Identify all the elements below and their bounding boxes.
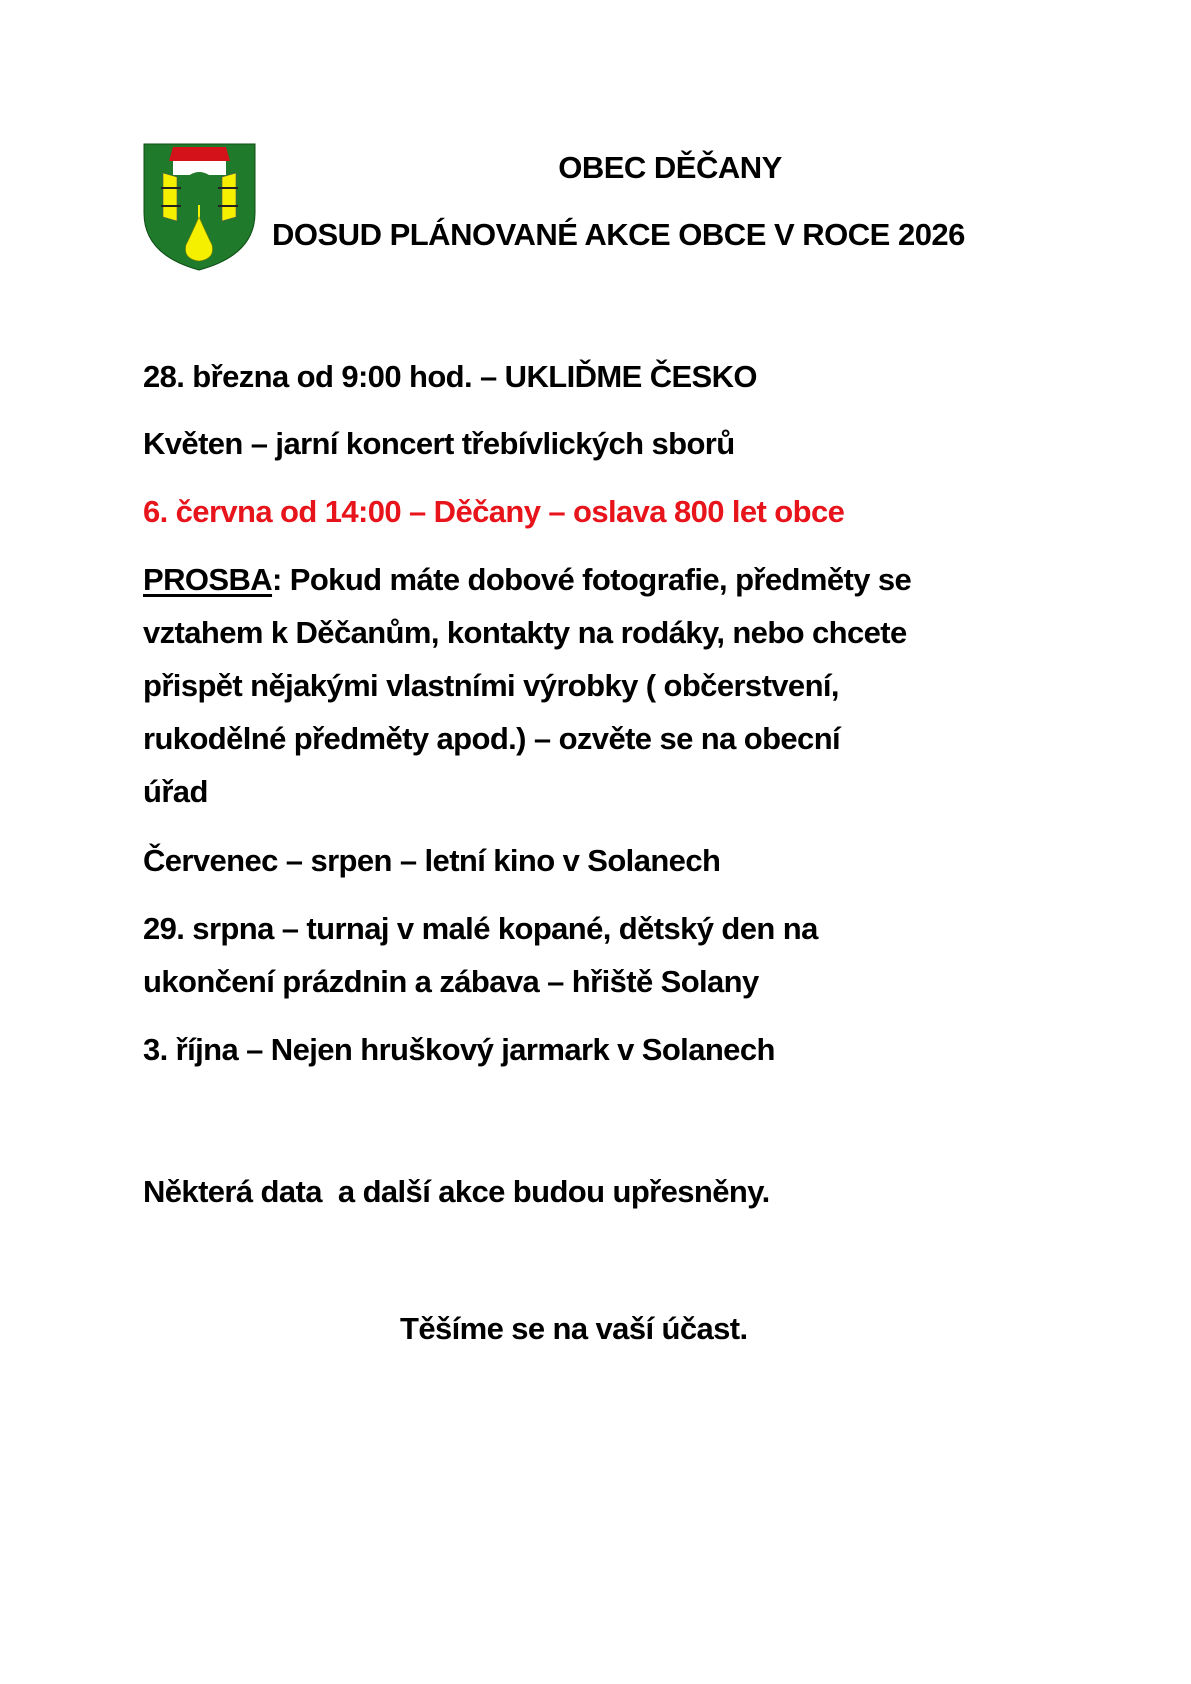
event-item: 3. října – Nejen hruškový jarmark v Solanech [143,1032,775,1067]
event-item: 28. března od 9:00 hod. – UKLIĎME ČESKO [143,359,757,394]
request-paragraph-line: PROSBA: Pokud máte dobové fotografie, předměty se [143,562,912,597]
request-paragraph-line: vztahem k Děčanům, kontakty na rodáky, nebo chcete [143,615,907,650]
event-item: Červenec – srpen – letní kino v Solanech [143,843,721,878]
footer-note: Některá data a další akce budou upřesněny. [143,1174,770,1209]
event-item-highlighted: 6. června od 14:00 – Děčany – oslava 800 let obce [143,494,845,529]
event-item: ukončení prázdnin a zábava – hřiště Solany [143,964,759,999]
request-paragraph-line: úřad [143,774,208,809]
municipality-title: OBEC DĚČANY [558,150,782,185]
event-item: 29. srpna – turnaj v malé kopané, dětský den na [143,911,818,946]
request-paragraph-line: přispět nějakými vlastními výrobky ( občerstvení, [143,668,839,703]
event-item: Květen – jarní koncert třebívlických sborů [143,426,735,461]
page-title: DOSUD PLÁNOVANÉ AKCE OBCE V ROCE 2026 [272,217,965,252]
coat-of-arms-icon [143,143,256,271]
request-label: PROSBA [143,562,273,597]
request-paragraph-line: rukodělné předměty apod.) – ozvěte se na obecní [143,721,841,756]
closing-text: Těšíme se na vaší účast. [400,1311,748,1346]
